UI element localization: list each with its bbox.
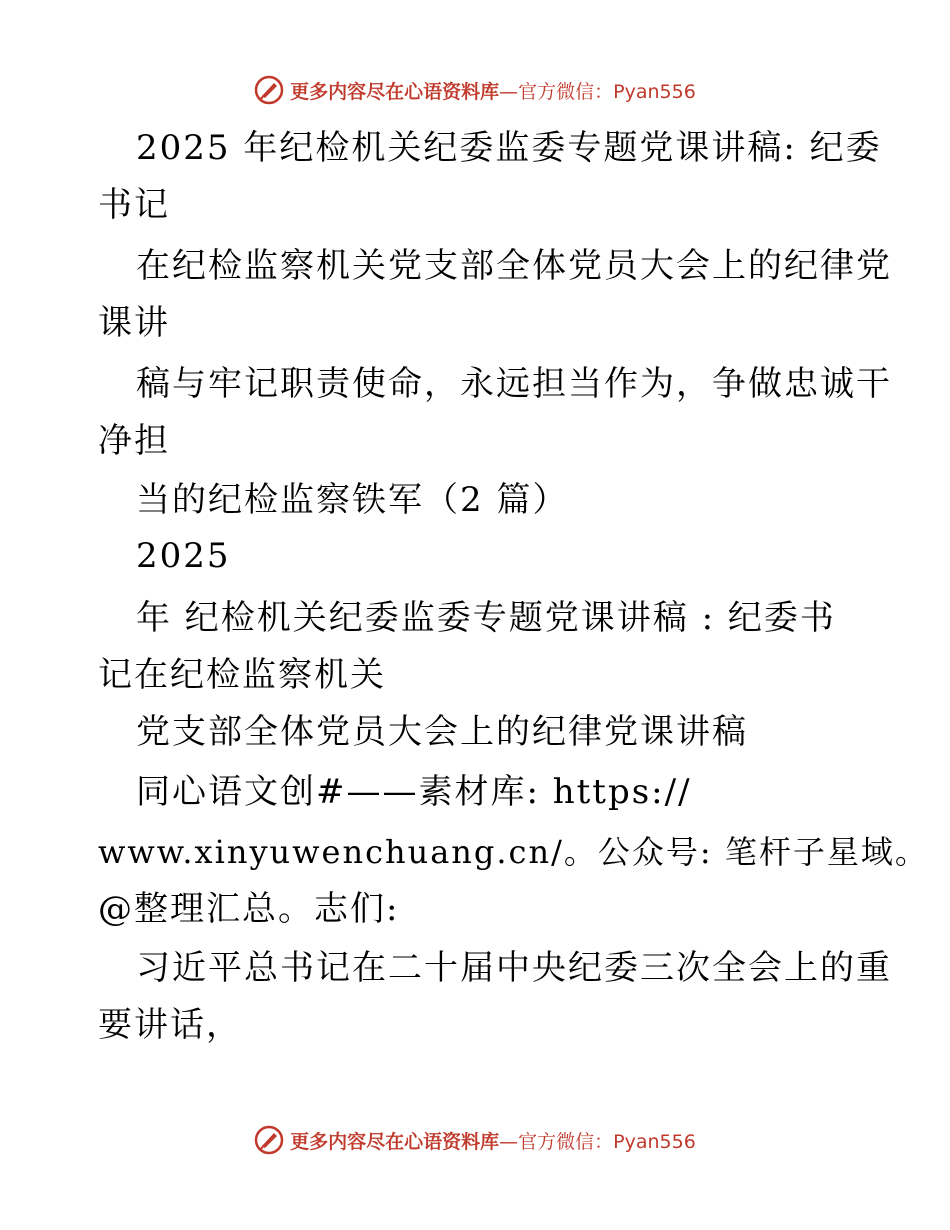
paragraph-line-1: 2025 bbox=[136, 536, 231, 576]
paragraph-line-4: 党支部全体党员大会上的纪律党课讲稿 bbox=[136, 712, 748, 752]
title-line-2: 书记 bbox=[98, 185, 170, 225]
watermark-text: 更多内容尽在心语资料库—官方微信：Pyan556 bbox=[290, 1130, 696, 1153]
title-line-4: 课讲 bbox=[98, 303, 170, 343]
paragraph-line-2: 年 纪检机关纪委监委专题党课讲稿 : 纪委书 bbox=[136, 598, 836, 638]
title-line-1: 2025 年纪检机关纪委监委专题党课讲稿: 纪委 bbox=[136, 128, 882, 168]
paragraph-line-6: www.xinyuwenchuang.cn/。公众号: 笔杆子星域。 bbox=[98, 833, 929, 871]
quill-logo-icon bbox=[254, 1125, 284, 1155]
paragraph-line-3: 记在纪检监察机关 bbox=[98, 655, 386, 695]
footer-watermark bbox=[0, 1120, 950, 1160]
title-line-7: 当的纪检监察铁军（2 篇） bbox=[136, 480, 569, 520]
watermark-text: 更多内容尽在心语资料库—官方微信：Pyan556 bbox=[290, 80, 696, 103]
paragraph-line-7: @整理汇总。志们: bbox=[98, 889, 400, 929]
title-line-3: 在纪检监察机关党支部全体党员大会上的纪律党 bbox=[136, 246, 892, 286]
paragraph-line-9: 要讲话， bbox=[98, 1005, 242, 1045]
paragraph-line-5: 同心语文创#——素材库: https:// bbox=[136, 772, 692, 812]
paragraph-line-8: 习近平总书记在二十届中央纪委三次全会上的重 bbox=[136, 948, 892, 988]
title-line-5: 稿与牢记职责使命，永远担当作为，争做忠诚干 bbox=[136, 364, 892, 404]
title-line-6: 净担 bbox=[98, 421, 170, 461]
